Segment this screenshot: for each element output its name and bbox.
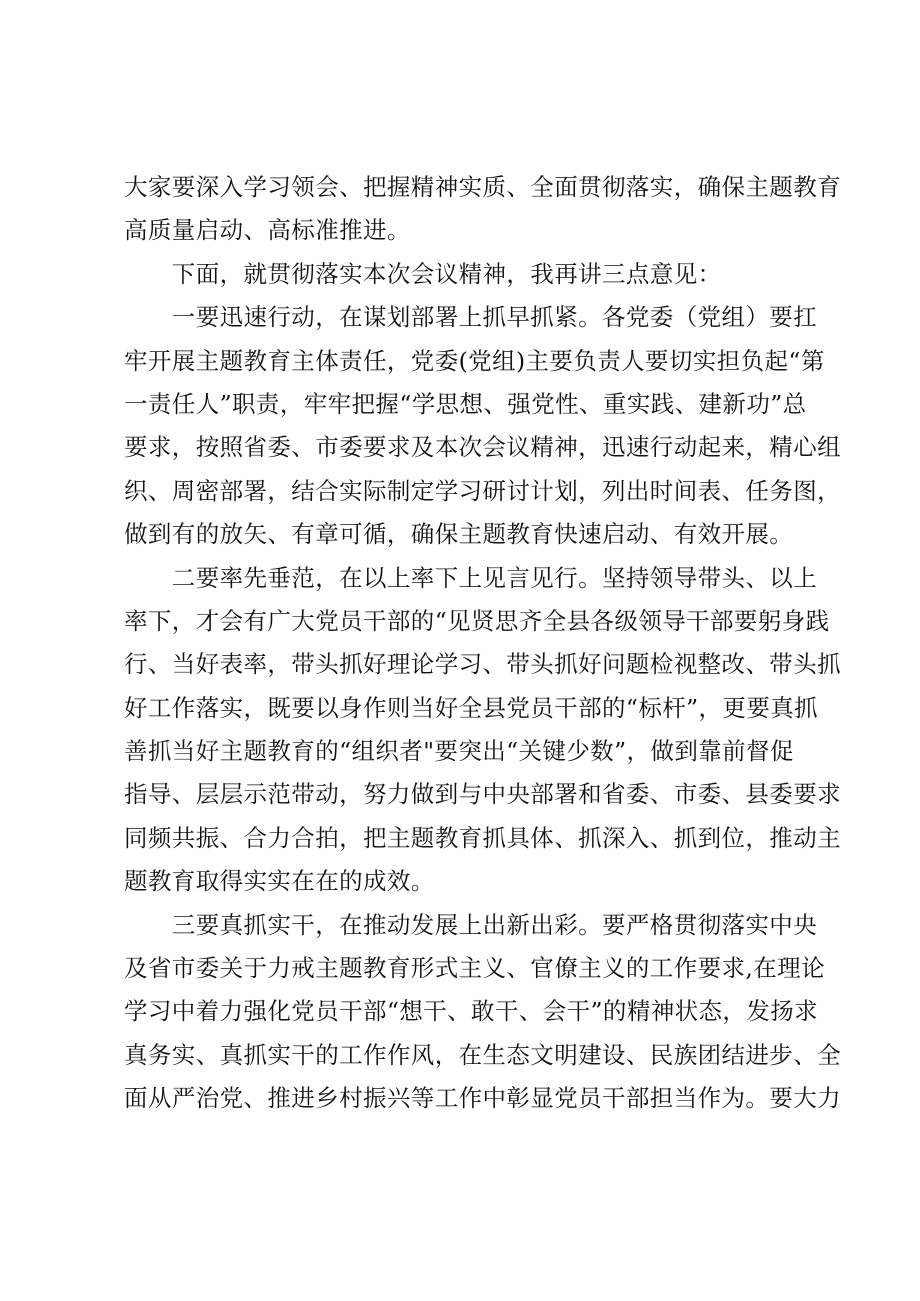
text-line: 三要真抓实干，在推动发展上出新出彩。要严格贯彻落实中央 xyxy=(124,910,818,939)
text-line: 学习中着力强化党员干部“想干、敢干、会干”的精神状态，发扬求 xyxy=(124,997,819,1026)
text-line: 面从严治党、推进乡村振兴等工作中彰显党员干部担当作为。要大力 xyxy=(124,1084,841,1113)
text-line: 及省市委关于力戒主题教育形式主义、官僚主义的工作要求,在理论 xyxy=(124,954,825,983)
text-line: 二要率先垂范，在以上率下上见言见行。坚持领导带头、以上 xyxy=(124,563,818,592)
text-line: 一要迅速行动，在谋划部署上抓早抓紧。各党委（党组）要扛 xyxy=(124,303,818,332)
text-line: 高质量启动、高标准推进。 xyxy=(124,216,411,245)
text-line: 同频共振、合力合拍，把主题教育抓具体、抓深入、抓到位，推动主 xyxy=(124,823,841,852)
text-line: 牢开展主题教育主体责任，党委(党组)主要负责人要切实担负起“第 xyxy=(124,346,825,375)
text-line: 真务实、真抓实干的工作作风，在生态文明建设、民族团结进步、全 xyxy=(124,1040,841,1069)
text-line: 要求，按照省委、市委要求及本次会议精神，迅速行动起来，精心组 xyxy=(124,433,841,462)
document-body xyxy=(124,166,841,1121)
text-line: 行、当好表率，带头抓好理论学习、带头抓好问题检视整改、带头抓 xyxy=(124,650,841,679)
text-line: 率下，才会有广大党员干部的“见贤思齐全县各级领导干部要躬身践 xyxy=(124,606,830,635)
text-line: 善抓当好主题教育的“组织者"要突出“关键少数”，做到靠前督促 xyxy=(124,737,794,766)
text-line: 题教育取得实实在在的成效。 xyxy=(124,867,435,896)
text-line: 指导、层层示范带动，努力做到与中央部署和省委、市委、县委要求 xyxy=(124,780,841,809)
text-line: 好工作落实，既要以身作则当好全县党员干部的“标杆”，更要真抓 xyxy=(124,693,819,722)
text-line: 大家要深入学习领会、把握精神实质、全面贯彻落实，确保主题教育 xyxy=(124,173,841,201)
text-line: 一责任人”职责，牢牢把握“学思想、强党性、重实践、建新功”总 xyxy=(124,389,807,418)
text-line: 做到有的放矢、有章可循，确保主题教育快速启动、有效开展。 xyxy=(124,520,794,549)
text-line: 下面，就贯彻落实本次会议精神，我再讲三点意见： xyxy=(124,259,722,288)
text-line: 织、周密部署，结合实际制定学习研讨计划，列出时间表、任务图， xyxy=(124,476,841,505)
